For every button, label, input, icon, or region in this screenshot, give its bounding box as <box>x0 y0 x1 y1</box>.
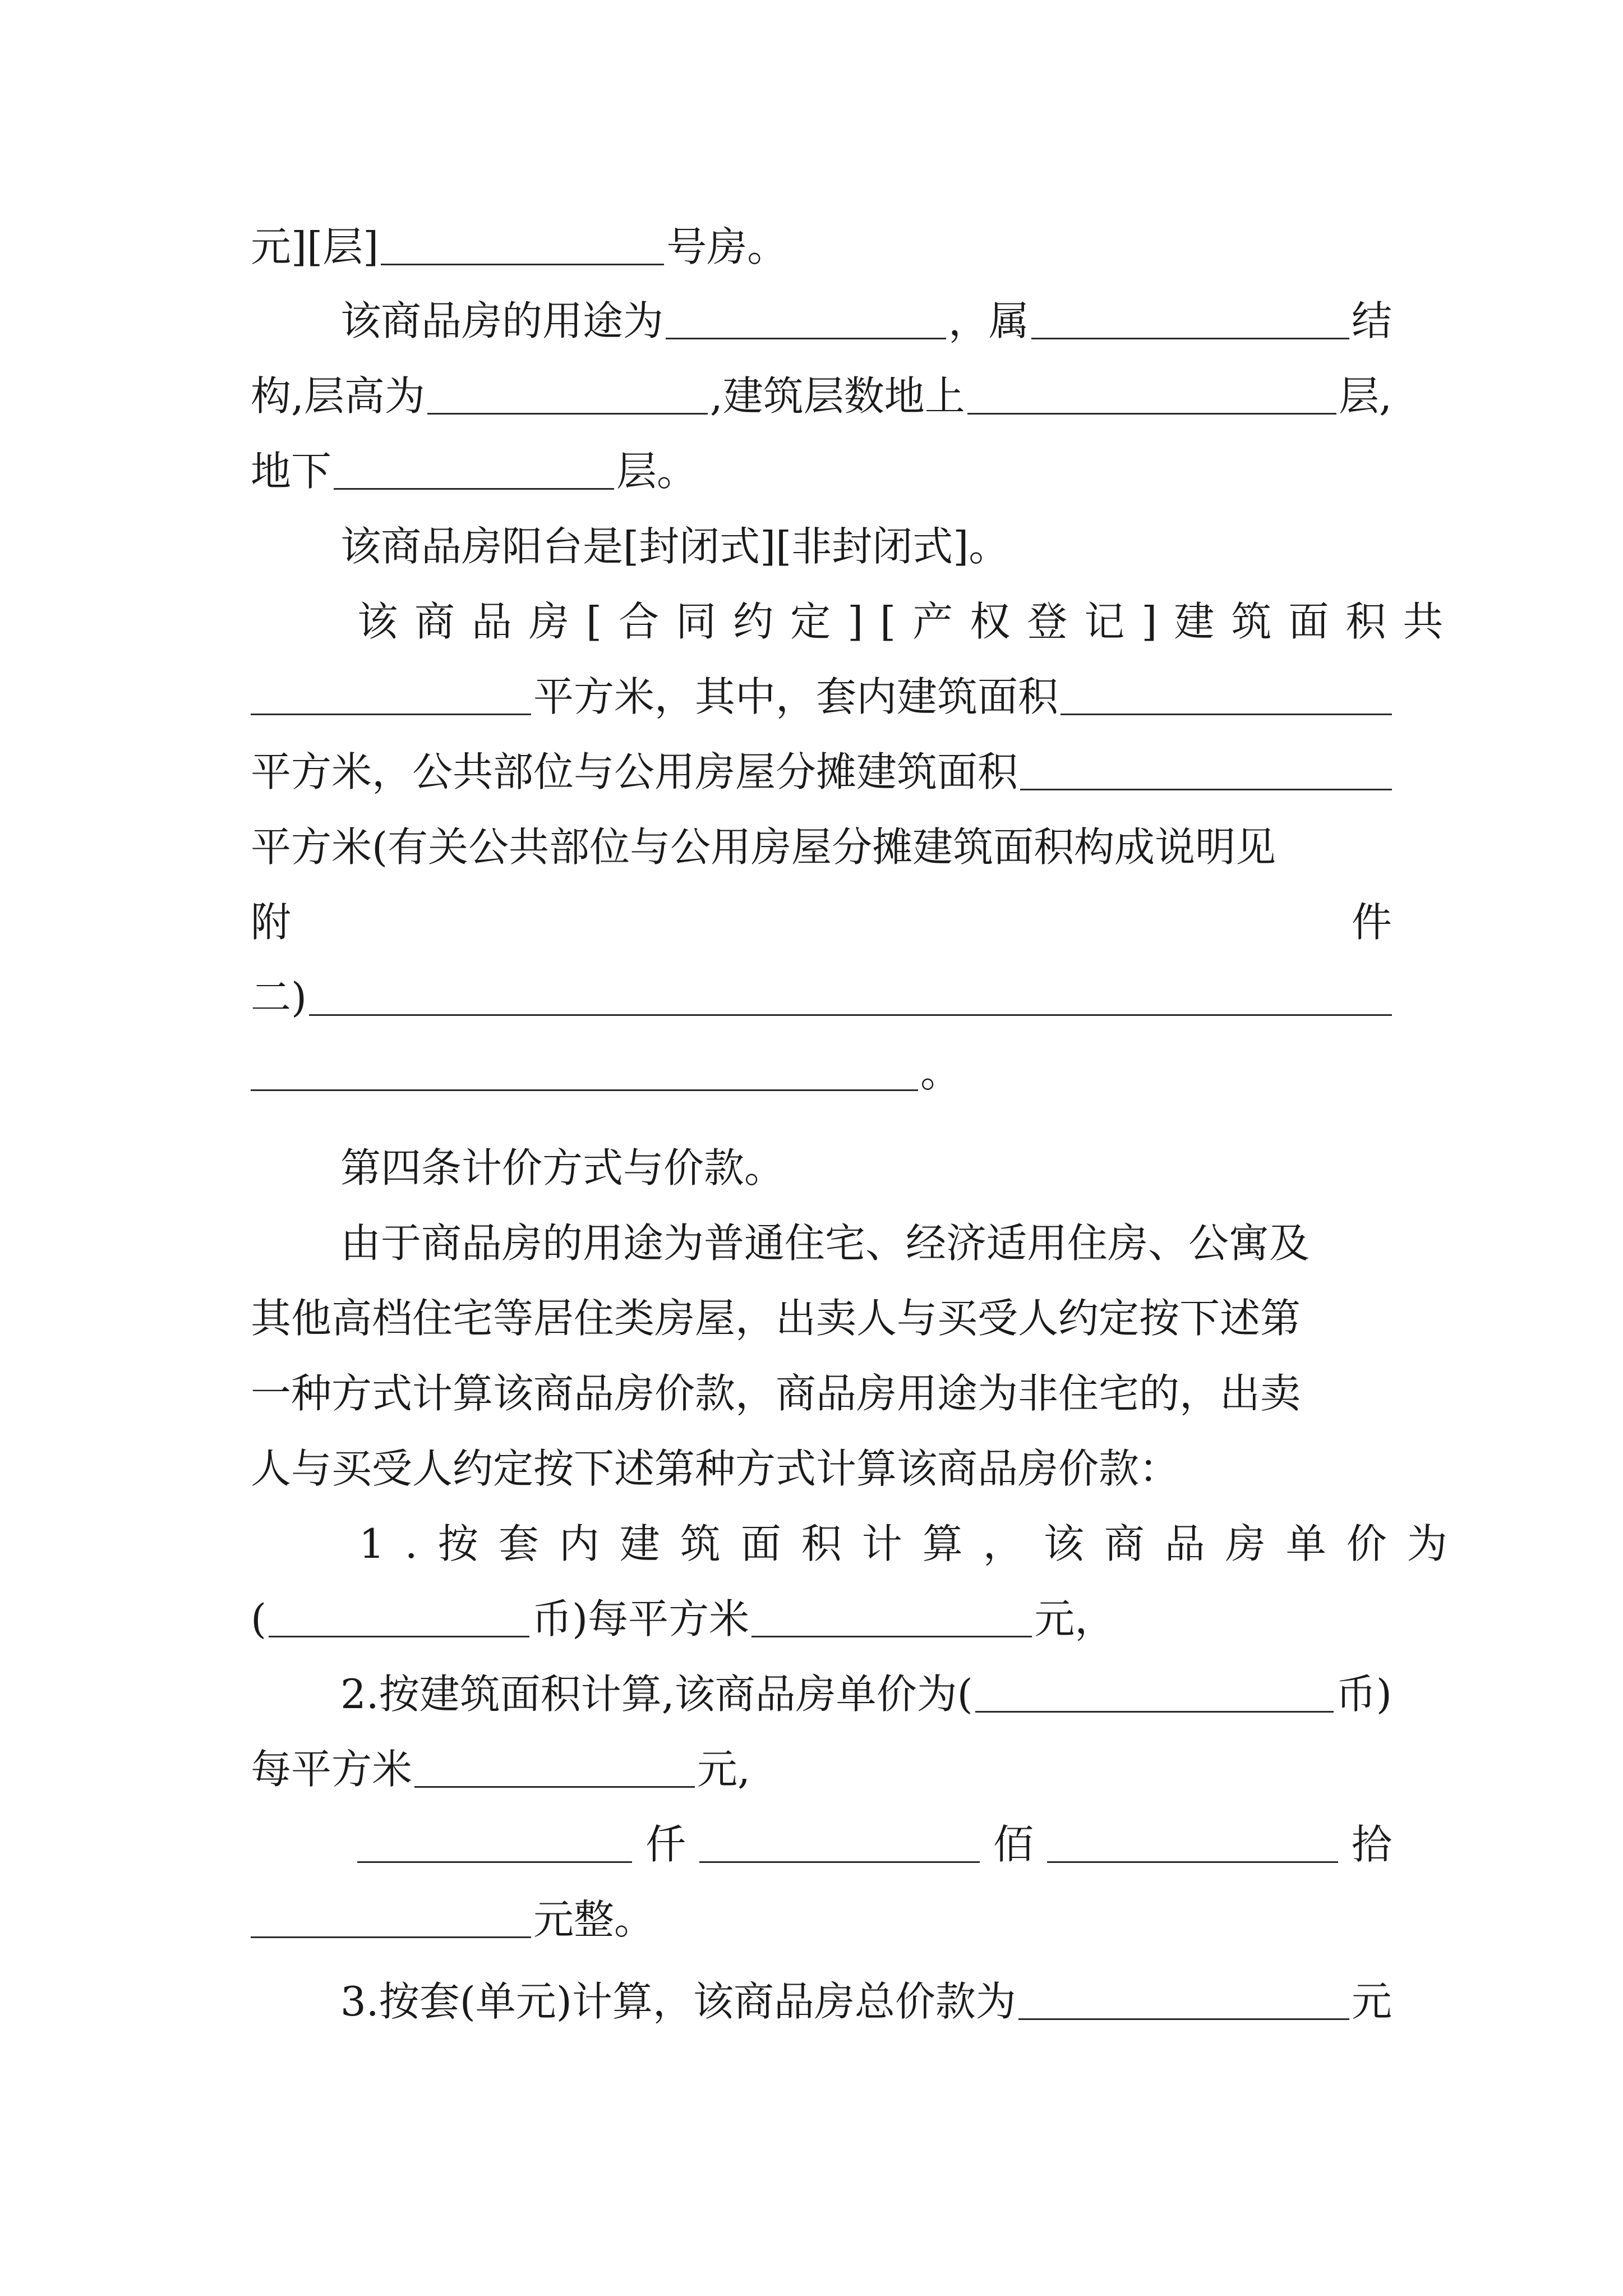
item-3-label: 3.按套(单元)计算，该商品房总价款为 <box>340 1978 1016 2025</box>
text-structure-label: ，属 <box>948 297 1030 344</box>
text-line-4 <box>251 438 1392 505</box>
text-line-23 <box>251 1886 1392 1953</box>
text-line-3 <box>251 362 1392 430</box>
text-floors-below-suffix: 层。 <box>616 448 698 495</box>
text-line-8 <box>251 738 1392 806</box>
text-line-10 <box>251 889 1392 956</box>
blank-unit-price-2[interactable] <box>414 1751 695 1788</box>
text-line-16 <box>251 1360 1392 1427</box>
text-yuan-whole: 元整。 <box>533 1896 655 1943</box>
blank-inner-area[interactable] <box>1061 679 1392 715</box>
text-line-13 <box>340 1134 1392 1202</box>
text-area-total-label: 该商品房[合同约定][产权登记]建筑面积共 <box>357 598 1460 645</box>
text-line-19 <box>251 1585 1392 1653</box>
text-per-sqm-1: 币)每平方米 <box>532 1595 750 1642</box>
text-shared-area-note: 平方米(有关公共部位与公用房屋分摊建筑面积构成说明见 <box>251 823 1276 871</box>
paragraph-text: 由于商品房的用途为普通住宅、经济适用住房、公寓及 <box>340 1220 1310 1267</box>
text-hundreds: 佰 <box>993 1821 1034 1868</box>
text-yuan-3: 元 <box>1351 1978 1392 2025</box>
paragraph-text: 其他高档住宅等居住类房屋，出卖人与买受人约定按下述第 <box>251 1295 1301 1342</box>
paragraph-text: 一种方式计算该商品房价款，商品房用途为非住宅的，出卖 <box>251 1370 1301 1417</box>
text-attachment-b: 件 <box>1351 899 1392 946</box>
blank-floors-above[interactable] <box>967 378 1336 415</box>
text-line-17 <box>251 1435 1392 1502</box>
text-open-paren: ( <box>251 1595 267 1642</box>
blank-hundreds[interactable] <box>699 1826 980 1863</box>
blank-thousands[interactable] <box>357 1826 632 1863</box>
text-floors-below-label: 地下 <box>251 448 332 495</box>
text-line-11 <box>251 964 1392 1031</box>
text-line-2 <box>340 287 1392 355</box>
blank-currency-2[interactable] <box>975 1676 1334 1713</box>
text-room-suffix: 号房。 <box>666 223 788 270</box>
text-attachment-two: 二) <box>251 974 307 1021</box>
text-yuan-1: 元， <box>1034 1595 1115 1642</box>
blank-floors-below[interactable] <box>334 453 614 490</box>
item-2-label: 2.按建筑面积计算,该商品房单价为( <box>340 1671 973 1718</box>
text-line-1 <box>251 213 1392 280</box>
text-floors-above-label: ,建筑层数地上 <box>709 372 965 420</box>
text-room-prefix: 元][层] <box>251 223 379 270</box>
text-line-18 <box>359 1510 1468 1577</box>
blank-room-number[interactable] <box>381 229 664 265</box>
text-line-20 <box>340 1660 1392 1728</box>
text-line-14 <box>340 1209 1392 1277</box>
text-line-24 <box>340 1968 1392 2035</box>
text-period: 。 <box>920 1049 961 1096</box>
text-floors-above-suffix: 层, <box>1339 372 1392 420</box>
text-line-5 <box>340 513 1392 580</box>
blank-area-total[interactable] <box>251 679 531 715</box>
text-currency-suffix-2: 币) <box>1335 1671 1392 1718</box>
blank-attachment-note-1[interactable] <box>309 979 1392 1016</box>
text-line-7 <box>251 663 1392 730</box>
text-line-22 <box>357 1811 1392 1878</box>
text-height-label: 构,层高为 <box>251 372 425 420</box>
text-line-6 <box>357 588 1460 655</box>
blank-structure[interactable] <box>1031 303 1349 339</box>
section-heading-article-4: 第四条计价方式与价款。 <box>340 1144 785 1191</box>
blank-tens[interactable] <box>1047 1826 1338 1863</box>
text-balcony: 该商品房阳台是[封闭式][非封闭式]。 <box>340 523 1009 570</box>
text-line-12 <box>251 1039 1392 1106</box>
text-inner-area-label: 平方米，其中，套内建筑面积 <box>533 673 1059 720</box>
text-shared-area-label: 平方米，公共部位与公用房屋分摊建筑面积 <box>251 748 1018 795</box>
text-line-15 <box>251 1285 1392 1352</box>
text-yuan-2: 元, <box>697 1746 750 1793</box>
blank-floor-height[interactable] <box>427 378 708 415</box>
paragraph-text: 人与买受人约定按下述第种方式计算该商品房价款： <box>251 1445 1180 1492</box>
text-tens: 拾 <box>1351 1821 1392 1868</box>
blank-total-price[interactable] <box>1018 1984 1349 2020</box>
text-per-sqm-2: 每平方米 <box>251 1746 413 1793</box>
text-thousands: 仟 <box>645 1821 686 1868</box>
text-usage-label: 该商品房的用途为 <box>340 297 664 344</box>
blank-usage[interactable] <box>666 303 946 339</box>
text-structure-suffix: 结 <box>1351 297 1392 344</box>
blank-attachment-note-2[interactable] <box>251 1055 918 1091</box>
blank-shared-area[interactable] <box>1020 754 1392 790</box>
item-1-label: 1.按套内建筑面积计算，该商品房单价为 <box>359 1520 1468 1567</box>
blank-currency-1[interactable] <box>269 1601 529 1637</box>
text-attachment-a: 附 <box>251 899 292 946</box>
text-line-9 <box>251 813 1392 881</box>
blank-unit-price-1[interactable] <box>751 1601 1032 1637</box>
text-line-21 <box>251 1736 1392 1803</box>
blank-ones[interactable] <box>251 1902 531 1938</box>
